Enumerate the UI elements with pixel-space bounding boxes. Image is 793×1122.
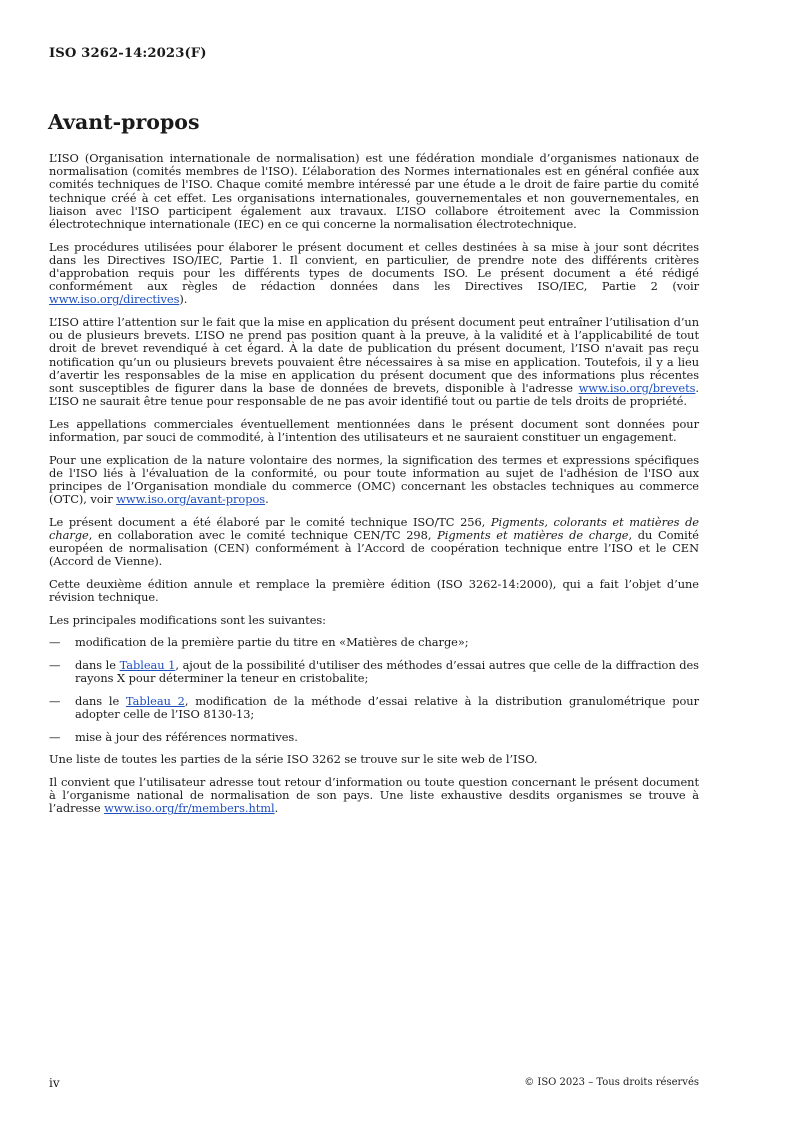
paragraph-organisation: L’ISO (Organisation internationale de normalisation) est une fédération mondiale d’organismes nationaux de normalisation (comités membres de l'ISO). L’élaboration des Normes internationales est en général confiée aux comités techniques de l'ISO. Chaque comité membre intéressé par une étude a le droit de faire partie du comité technique créé à cet effet. Les organisations internationales, gouvernementales et non gouvernementales, en liaison avec l'ISO participent également aux travaux. L’ISO collabore étroitement avec la Commission électrotechnique internationale (IEC) en ce qui concerne la normalisation électrotechnique. xyxy=(49,151,699,232)
list-item: — mise à jour des références normatives. xyxy=(49,729,298,744)
paragraph-patents: L’ISO attire l’attention sur le fait que la mise en application du présent document peut entraîner l’utilisation d’un ou de plusieurs brevets. L’ISO ne prend pas position quant à la preuve, à la validité et à l’applicabilité de tout droit de brevet revendiqué à cet égard. À la date de publication du présent document, l’ISO n'avait pas reçu notification qu’un ou plusieurs brevets pouvaient être nécessaires à sa mise en application. Toutefois, il y a lieu d’avertir les responsables de la mise en application du présent document que des informations plus récentes sont susceptibles de figurer dans la base de données de brevets, disponible à l'adresse www.iso.org/brevets. L’ISO ne saurait être tenue pour responsable de ne pas avoir identifié tout ou partie de tels droits de propriété. xyxy=(49,315,699,409)
paragraph-committee: Le présent document a été élaboré par le comité technique ISO/TC 256, Pigments, colorants et matières de charge, en collaboration avec le comité technique CEN/TC 298, Pigments et matières de charge, du Comité européen de normalisation (CEN) conformément à l’Accord de coopération technique entre l’ISO et le CEN (Accord de Vienne). xyxy=(49,514,699,569)
paragraph-edition: Cette deuxième édition annule et remplace la première édition (ISO 3262-14:2000), qui a fait l’objet d’une révision technique. xyxy=(49,577,699,605)
directives-link[interactable]: www.iso.org/directives xyxy=(49,292,180,307)
paragraph-voluntary-nature: Pour une explication de la nature volontaire des normes, la signification des termes et expressions spécifiques de l'ISO liés à l'évaluation de la conformité, ou pour toute information au sujet de l'adhésion de l'ISO aux principes de l’Organisation mondiale du commerce (OMC) concernant les obstacles techniques au commerce (OTC), voir www.iso.org/avant-propos. xyxy=(49,452,699,507)
list-item: — dans le Tableau 2, modification de la méthode d’essai relative à la distribution granulométrique pour adopter celle de l’ISO 8130-13; xyxy=(49,693,699,722)
paragraph-procedures: Les procédures utilisées pour élaborer le présent document et celles destinées à sa mise à jour sont décrites dans les Directives ISO/IEC, Partie 1. Il convient, en particulier, de prendre note des différents critères d'approbation requis pour les différents types de documents ISO. Le présent document a été rédigé conformément aux règles de rédaction données dans les Directives ISO/IEC, Partie 2 (voir www.iso.org/directives). xyxy=(49,239,699,307)
paragraph-series-list: Une liste de toutes les parties de la série ISO 3262 se trouve sur le site web de l’ISO. xyxy=(49,752,538,767)
paragraph-trade-names: Les appellations commerciales éventuellement mentionnées dans le présent document sont données pour information, par souci de commodité, à l’intention des utilisateurs et ne sauraient constituer un engagement. xyxy=(49,416,699,445)
table-2-link[interactable]: Tableau 2 xyxy=(125,693,185,708)
foreword-link[interactable]: www.iso.org/avant-propos xyxy=(116,492,266,507)
document-id-header: ISO 3262-14:2023(F) xyxy=(49,46,207,61)
page-number: iv xyxy=(49,1076,60,1090)
patents-link[interactable]: www.iso.org/brevets xyxy=(578,381,696,396)
foreword-body xyxy=(49,152,699,825)
paragraph-changes-intro: Les principales modifications sont les suivantes: xyxy=(49,612,326,627)
page-title: Avant-propos xyxy=(48,110,200,134)
members-link[interactable]: www.iso.org/fr/members.html xyxy=(104,801,275,816)
list-item: — modification de la première partie du titre en «Matières de charge»; xyxy=(49,635,469,650)
copyright-notice: © ISO 2023 – Tous droits réservés xyxy=(524,1077,699,1088)
paragraph-feedback: Il convient que l’utilisateur adresse tout retour d’information ou toute question concernant le présent document à l’organisme national de normalisation de son pays. Une liste exhaustive desdits organismes se trouve à l’adresse www.iso.org/fr/members.html. xyxy=(49,774,699,816)
list-item: — dans le Tableau 1, ajout de la possibilité d'utiliser des méthodes d’essai autres que celle de la diffraction des rayons X pour déterminer la teneur en cristobalite; xyxy=(49,658,699,686)
table-1-link[interactable]: Tableau 1 xyxy=(119,658,176,673)
